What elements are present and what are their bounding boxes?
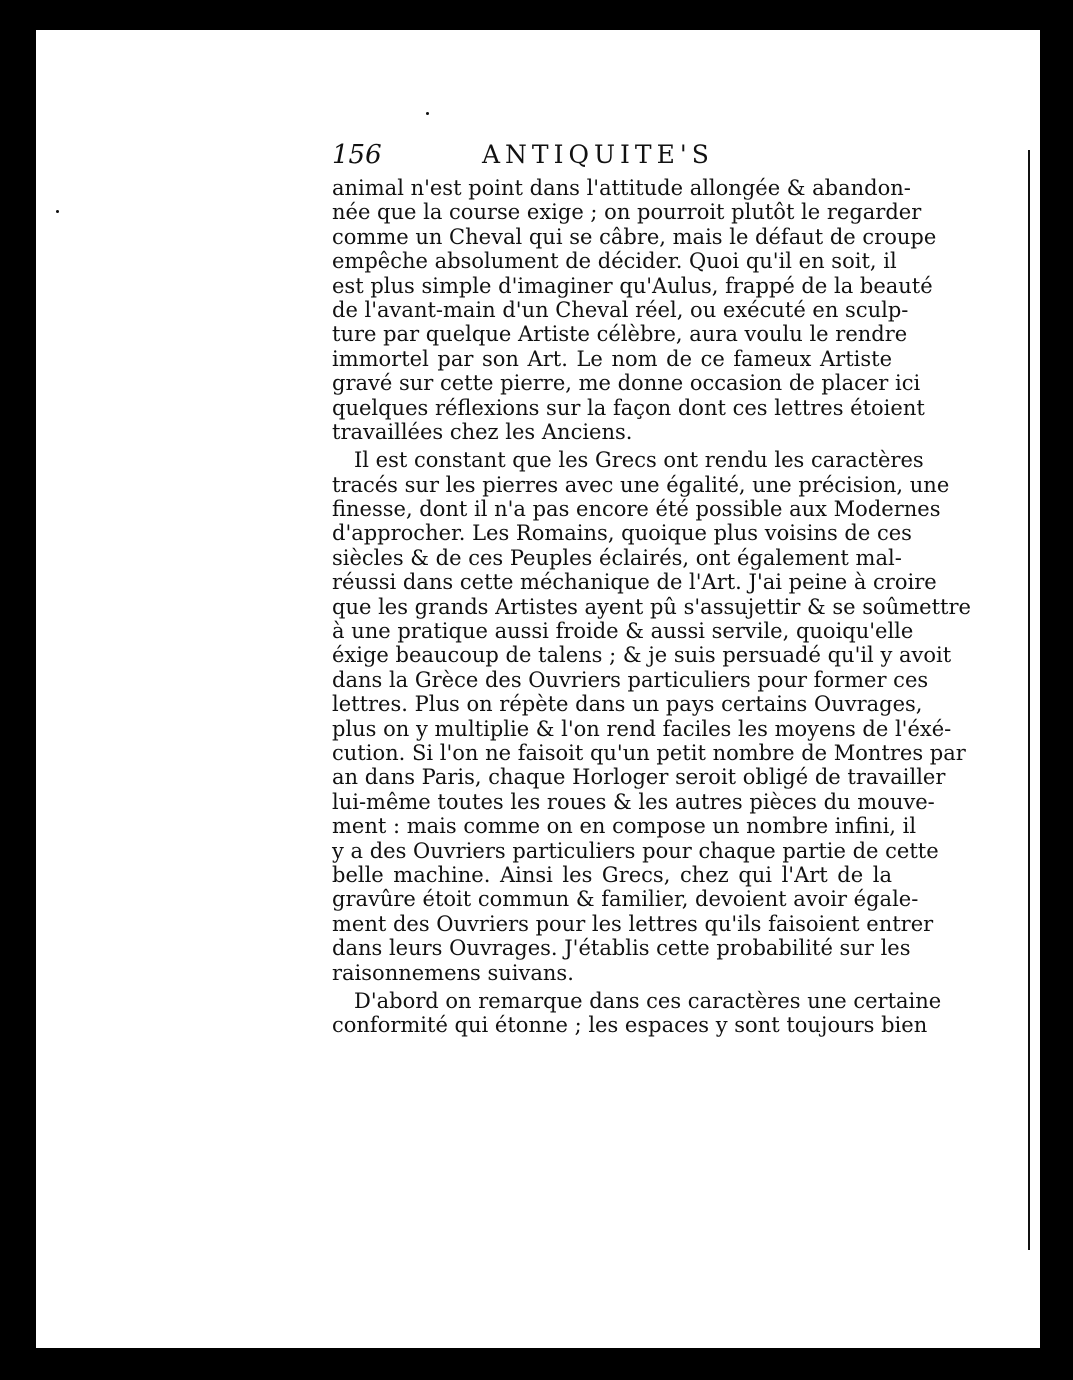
text-line: finesse, dont il n'a pas encore été possible aux Modernes: [332, 497, 941, 522]
text-line: D'abord on remarque dans ces caractères une certaine: [354, 988, 942, 1013]
text-line: comme un Cheval qui se câbre, mais le défaut de croupe: [332, 224, 937, 249]
paragraph-2: [332, 448, 924, 473]
text-line: ment des Ouvriers pour les lettres qu'ils faisoient entrer: [332, 911, 934, 936]
text-line: réussi dans cette méchanique de l'Art. J'ai peine à croire: [332, 570, 937, 595]
text-line: dans la Grèce des Ouvriers particuliers pour former ces: [332, 667, 929, 692]
text-line: animal n'est point dans l'attitude allongée & abandon-: [332, 176, 911, 200]
text-line: travaillées chez les Anciens.: [332, 419, 633, 444]
text-block: [332, 140, 971, 1038]
ink-speck: [426, 112, 429, 115]
text-line: immortel par son Art. Le nom de ce fameux Artiste: [332, 346, 892, 371]
text-line: d'approcher. Les Romains, quoique plus voisins de ces: [332, 521, 912, 546]
text-line: gravé sur cette pierre, me donne occasion de placer ici: [332, 371, 921, 396]
page-edge-shadow: [1028, 150, 1030, 1250]
text-line: à une pratique aussi froide & aussi servile, quoiqu'elle: [332, 619, 914, 644]
paragraph-1: [332, 176, 937, 444]
running-head: ANTIQUITE'S: [482, 140, 714, 169]
text-line: y a des Ouvriers particuliers pour chaque partie de cette: [332, 838, 939, 863]
text-line: est plus simple d'imaginer qu'Aulus, frappé de la beauté: [332, 273, 933, 298]
paragraph-2-cont: [332, 472, 971, 985]
text-line: quelques réflexions sur la façon dont ces lettres étoient: [332, 395, 925, 420]
text-line: conformité qui étonne ; les espaces y sont toujours bien: [332, 1013, 928, 1038]
page-header: [332, 140, 892, 176]
text-line: gravûre étoit commun & familier, devoient avoir égale-: [332, 887, 919, 912]
text-line: lettres. Plus on répète dans un pays certains Ouvrages,: [332, 692, 923, 717]
text-line: de l'avant-main d'un Cheval réel, ou exécuté en sculp-: [332, 297, 909, 322]
text-line: Il est constant que les Grecs ont rendu les caractères: [354, 448, 924, 473]
text-line: ment : mais comme on en compose un nombre infini, il: [332, 814, 917, 839]
text-line: cution. Si l'on ne faisoit qu'un petit nombre de Montres par: [332, 740, 966, 765]
paragraph-3-cont: [332, 1013, 928, 1038]
paragraph-3: [332, 988, 942, 1013]
text-line: éxige beaucoup de talens ; & je suis persuadé qu'il y avoit: [332, 643, 952, 668]
text-line: raisonnemens suivans.: [332, 960, 574, 985]
page-number: 156: [332, 140, 382, 170]
text-line: que les grands Artistes ayent pû s'assujettir & se soûmettre: [332, 594, 971, 619]
text-line: née que la course exige ; on pourroit plutôt le regarder: [332, 200, 922, 225]
text-line: dans leurs Ouvrages. J'établis cette probabilité sur les: [332, 936, 911, 961]
ink-speck: [56, 210, 59, 213]
text-line: siècles & de ces Peuples éclairés, ont également mal-: [332, 545, 902, 570]
text-line: ture par quelque Artiste célèbre, aura voulu le rendre: [332, 322, 908, 347]
text-line: an dans Paris, chaque Horloger seroit obligé de travailler: [332, 765, 946, 790]
text-line: empêche absolument de décider. Quoi qu'il en soit, il: [332, 249, 897, 274]
book-page: [36, 30, 1040, 1348]
text-line: plus on y multiplie & l'on rend faciles les moyens de l'éxé-: [332, 716, 952, 741]
text-line: tracés sur les pierres avec une égalité, une précision, une: [332, 472, 950, 497]
text-line: lui-même toutes les roues & les autres pièces du mouve-: [332, 789, 935, 814]
text-line: belle machine. Ainsi les Grecs, chez qui l'Art de la: [332, 862, 892, 887]
